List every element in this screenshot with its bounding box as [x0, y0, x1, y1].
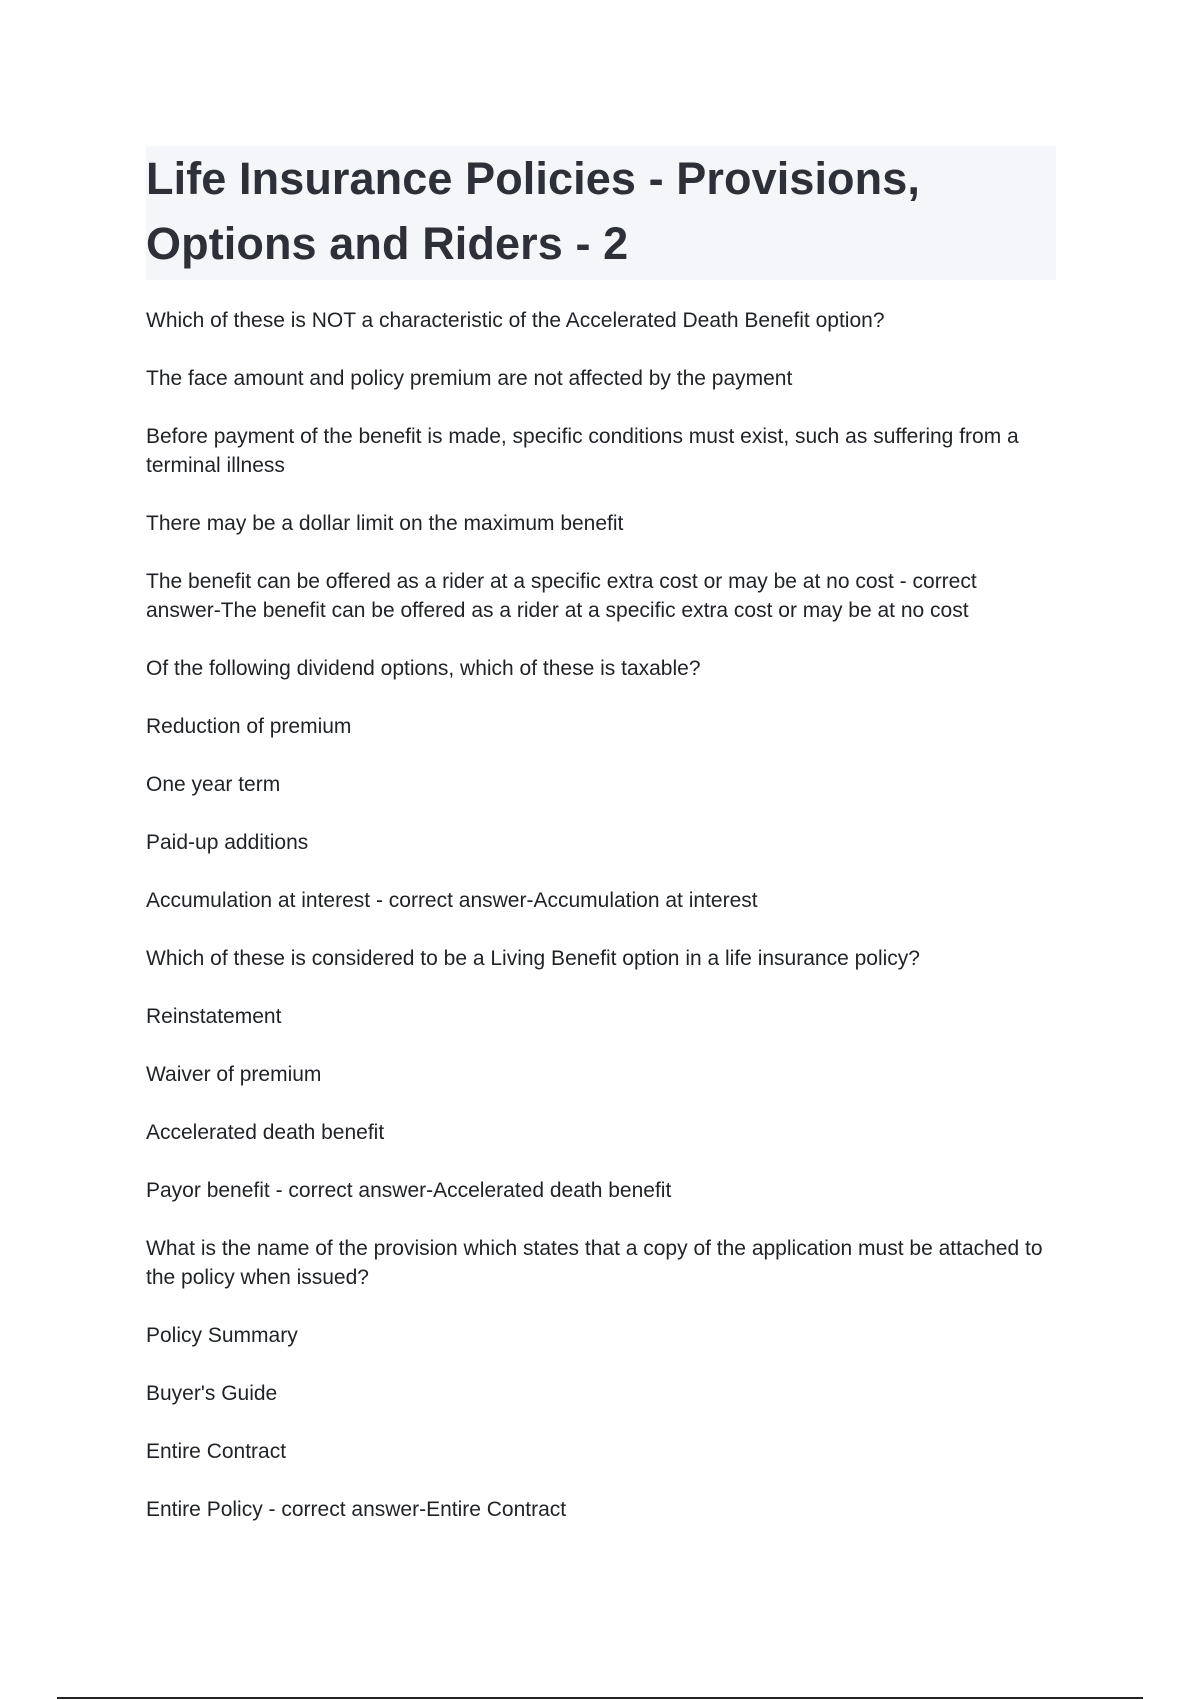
answer-option: Accelerated death benefit — [146, 1121, 385, 1144]
answer-option: Paid-up additions — [146, 831, 309, 854]
answer-option: Waiver of premium — [146, 1063, 322, 1086]
title-block — [146, 146, 1056, 280]
footer-divider — [57, 1697, 1143, 1699]
question-4: What is the name of the provision which states that a copy of the application must be attached to the policy when issued? — [146, 1237, 1043, 1289]
answer-option: There may be a dollar limit on the maximum benefit — [146, 512, 624, 535]
answer-option: Entire Contract — [146, 1440, 287, 1463]
answer-option: Buyer's Guide — [146, 1382, 278, 1405]
answer-with-correct-answer: Accumulation at interest - correct answer-Accumulation at interest — [146, 889, 758, 912]
answer-option: Policy Summary — [146, 1324, 298, 1347]
answer-option: One year term — [146, 773, 281, 796]
document-body — [146, 306, 1056, 1553]
answer-with-correct-answer: The benefit can be offered as a rider at a specific extra cost or may be at no cost - correct answer-The benefit can be offered as a rider at a specific extra cost or may be at no cost — [146, 570, 977, 622]
answer-option: Reduction of premium — [146, 715, 352, 738]
question-3: Which of these is considered to be a Living Benefit option in a life insurance policy? — [146, 947, 920, 970]
document-title: Life Insurance Policies - Provisions, Options and Riders - 2 — [146, 153, 920, 269]
answer-option: Reinstatement — [146, 1005, 282, 1028]
answer-option: Before payment of the benefit is made, specific conditions must exist, such as suffering from a terminal illness — [146, 425, 1019, 477]
answer-with-correct-answer: Payor benefit - correct answer-Accelerated death benefit — [146, 1179, 672, 1202]
question-1: Which of these is NOT a characteristic of the Accelerated Death Benefit option? — [146, 309, 885, 332]
answer-with-correct-answer: Entire Policy - correct answer-Entire Contract — [146, 1498, 567, 1521]
answer-option: The face amount and policy premium are not affected by the payment — [146, 367, 793, 390]
question-2: Of the following dividend options, which of these is taxable? — [146, 657, 701, 680]
